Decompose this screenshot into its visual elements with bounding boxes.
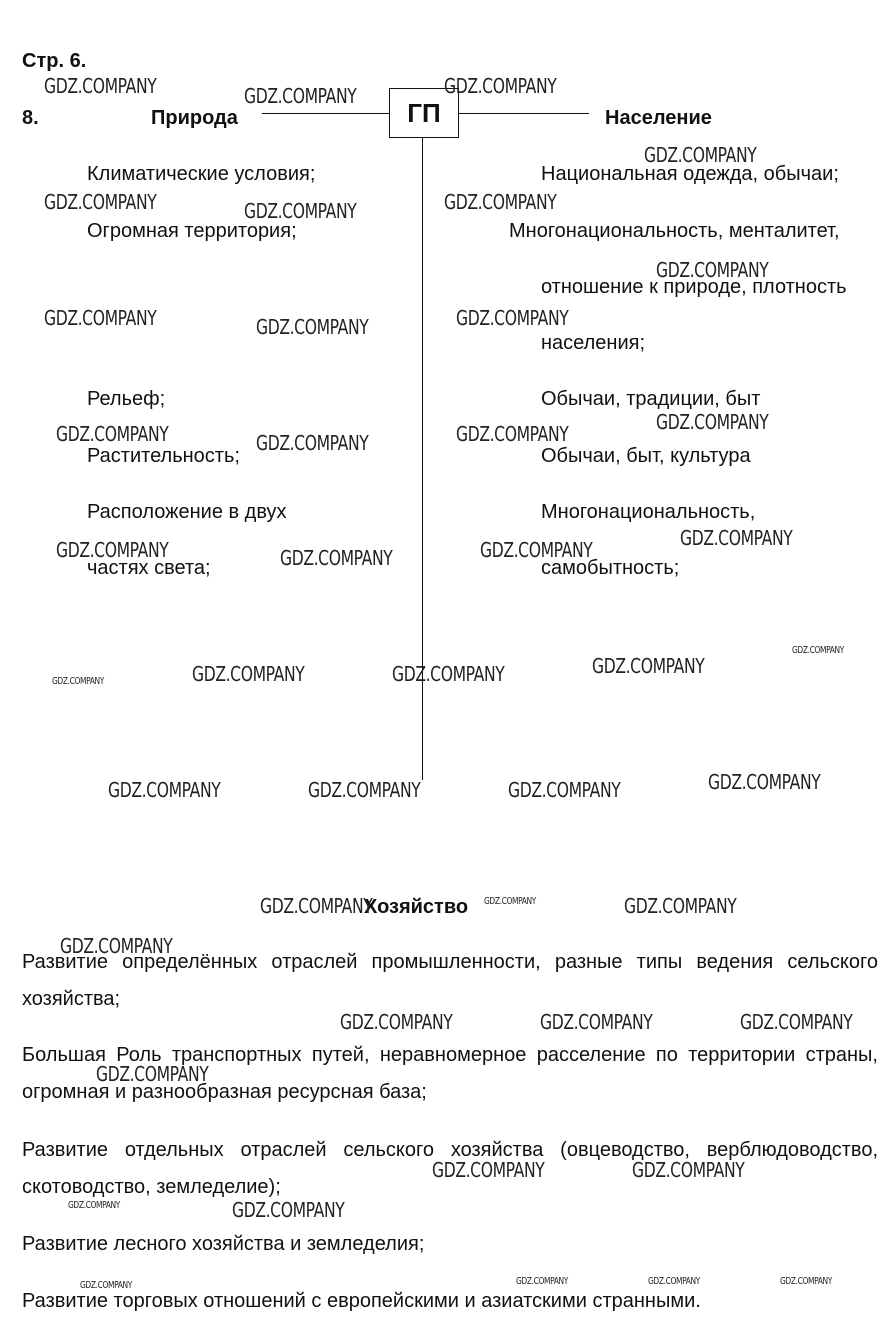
bottom-title: Хозяйство <box>364 896 469 918</box>
right-title: Население <box>605 107 712 129</box>
watermark: GDZ.COMPANY <box>644 143 757 167</box>
watermark: GDZ.COMPANY <box>280 546 393 570</box>
watermark: GDZ.COMPANY <box>56 538 169 562</box>
watermark: GDZ.COMPANY <box>780 1276 832 1287</box>
left-title: Природа <box>151 107 238 129</box>
watermark: GDZ.COMPANY <box>708 770 821 794</box>
watermark: GDZ.COMPANY <box>480 538 593 562</box>
economy-paragraph: Большая Роль транспортных путей, неравномерное расселение по территории страны, огромная и разнообразная ресурсная база; <box>22 1044 878 1103</box>
watermark: GDZ.COMPANY <box>444 190 557 214</box>
watermark: GDZ.COMPANY <box>260 894 373 918</box>
watermark: GDZ.COMPANY <box>232 1198 345 1222</box>
task-number: 8. <box>22 107 39 129</box>
watermark: GDZ.COMPANY <box>444 74 557 98</box>
watermark: GDZ.COMPANY <box>392 662 505 686</box>
left-item: частях света; <box>87 557 211 579</box>
watermark: GDZ.COMPANY <box>432 1158 545 1182</box>
watermark: GDZ.COMPANY <box>244 199 357 223</box>
watermark: GDZ.COMPANY <box>632 1158 745 1182</box>
right-item: Многонациональность, <box>541 501 756 523</box>
center-label: ГП <box>407 97 441 128</box>
watermark: GDZ.COMPANY <box>80 1280 132 1291</box>
watermark: GDZ.COMPANY <box>44 306 157 330</box>
watermark: GDZ.COMPANY <box>508 778 621 802</box>
watermark: GDZ.COMPANY <box>60 934 173 958</box>
economy-paragraph: Развитие торговых отношений с европейскими и азиатскими странными. <box>22 1290 701 1312</box>
watermark: GDZ.COMPANY <box>456 306 569 330</box>
watermark: GDZ.COMPANY <box>96 1062 209 1086</box>
watermark: GDZ.COMPANY <box>456 422 569 446</box>
watermark: GDZ.COMPANY <box>308 778 421 802</box>
left-connector <box>262 113 389 114</box>
right-item: населения; <box>541 332 646 354</box>
economy-paragraph: Развитие определённых отраслей промышленности, разные типы ведения сельского хозяйства; <box>22 951 878 1010</box>
watermark: GDZ.COMPANY <box>792 645 844 656</box>
watermark: GDZ.COMPANY <box>516 1276 568 1287</box>
watermark: GDZ.COMPANY <box>44 74 157 98</box>
economy-paragraph: Развитие лесного хозяйства и земледелия; <box>22 1233 425 1255</box>
left-item: Растительность; <box>87 445 240 467</box>
page-header: Стр. 6. <box>22 50 87 72</box>
left-item: Расположение в двух <box>87 501 287 523</box>
watermark: GDZ.COMPANY <box>656 410 769 434</box>
watermark: GDZ.COMPANY <box>44 190 157 214</box>
right-item: самобытность; <box>541 557 680 579</box>
economy-paragraph: Развитие отдельных отраслей сельского хозяйства (овцеводство, верблюдоводство, скотоводство, земледелие); <box>22 1139 878 1198</box>
watermark: GDZ.COMPANY <box>256 315 369 339</box>
right-item: Обычаи, традиции, быт <box>541 388 761 410</box>
watermark: GDZ.COMPANY <box>192 662 305 686</box>
watermark: GDZ.COMPANY <box>340 1010 453 1034</box>
right-item: Обычаи, быт, культура <box>541 445 751 467</box>
watermark: GDZ.COMPANY <box>740 1010 853 1034</box>
watermark: GDZ.COMPANY <box>592 654 705 678</box>
watermark: GDZ.COMPANY <box>540 1010 653 1034</box>
right-connector <box>459 113 589 114</box>
left-item: Рельеф; <box>87 388 166 410</box>
left-item: Климатические условия; <box>87 163 316 185</box>
watermark: GDZ.COMPANY <box>256 431 369 455</box>
watermark: GDZ.COMPANY <box>244 84 357 108</box>
left-item: Огромная территория; <box>87 220 297 242</box>
right-item: Многонациональность, менталитет, <box>509 220 840 242</box>
right-item: отношение к природе, плотность <box>541 276 847 298</box>
watermark: GDZ.COMPANY <box>56 422 169 446</box>
watermark: GDZ.COMPANY <box>108 778 221 802</box>
watermark: GDZ.COMPANY <box>52 676 104 687</box>
watermark: GDZ.COMPANY <box>484 896 536 907</box>
watermark: GDZ.COMPANY <box>68 1200 120 1211</box>
watermark: GDZ.COMPANY <box>680 526 793 550</box>
watermark: GDZ.COMPANY <box>624 894 737 918</box>
watermark: GDZ.COMPANY <box>648 1276 700 1287</box>
watermark: GDZ.COMPANY <box>656 258 769 282</box>
right-item: Национальная одежда, обычаи; <box>541 163 839 185</box>
